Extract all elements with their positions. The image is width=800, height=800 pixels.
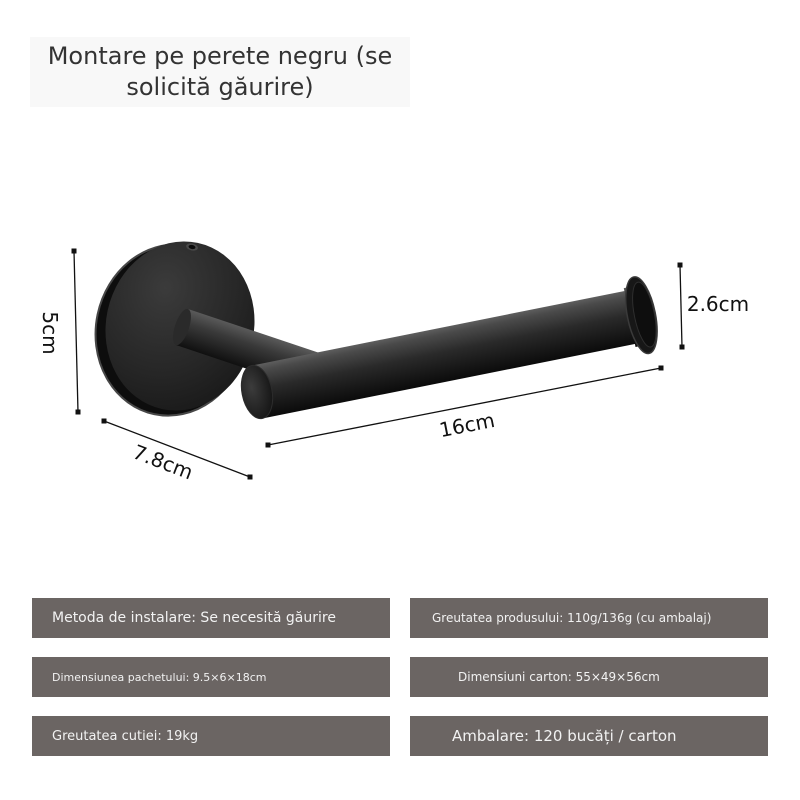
paper-roller-bar xyxy=(252,290,641,419)
title-line-2: solicită găurire) xyxy=(126,73,314,101)
dimension-label-diameter: 2.6cm xyxy=(686,292,750,316)
dimension-endpoint xyxy=(266,443,271,448)
spec-product-weight-text: Greutatea produsului: 110g/136g (cu ambalaj) xyxy=(432,611,712,625)
spec-box-weight xyxy=(32,716,390,756)
dimension-endpoint xyxy=(680,345,685,350)
spec-package-dimensions xyxy=(32,657,390,697)
dimension-line-diameter xyxy=(680,265,682,347)
dimension-endpoint xyxy=(76,410,81,415)
dimension-endpoint xyxy=(102,419,107,424)
dimension-label-depth: 7.8cm xyxy=(129,439,197,485)
spec-carton-dimensions xyxy=(410,657,768,697)
dimension-endpoint xyxy=(678,263,683,268)
spec-box-weight-text: Greutatea cutiei: 19kg xyxy=(52,728,199,744)
spec-product-weight xyxy=(410,598,768,638)
spec-installation-method xyxy=(32,598,390,638)
toilet-paper-holder xyxy=(80,227,663,433)
dimension-depth xyxy=(102,419,253,485)
dimension-endpoint xyxy=(659,366,664,371)
dimension-label-height: 5cm xyxy=(38,311,62,355)
dimension-endpoint xyxy=(248,475,253,480)
spec-carton-dimensions-text: Dimensiuni carton: 55×49×56cm xyxy=(458,670,660,684)
dimension-diameter xyxy=(678,263,750,350)
dimension-endpoint xyxy=(72,249,77,254)
dimension-height xyxy=(38,249,81,415)
spec-packaging-text: Ambalare: 120 bucăți / carton xyxy=(452,727,677,745)
spec-packaging xyxy=(410,716,768,756)
title-line-1: Montare pe perete negru (se xyxy=(47,42,393,70)
dimension-line-height xyxy=(74,251,78,412)
spec-installation-method-text: Metoda de instalare: Se necesită găurire xyxy=(52,610,336,626)
dimension-label-length: 16cm xyxy=(437,407,497,443)
spec-package-dimensions-text: Dimensiunea pachetului: 9.5×6×18cm xyxy=(52,670,267,684)
